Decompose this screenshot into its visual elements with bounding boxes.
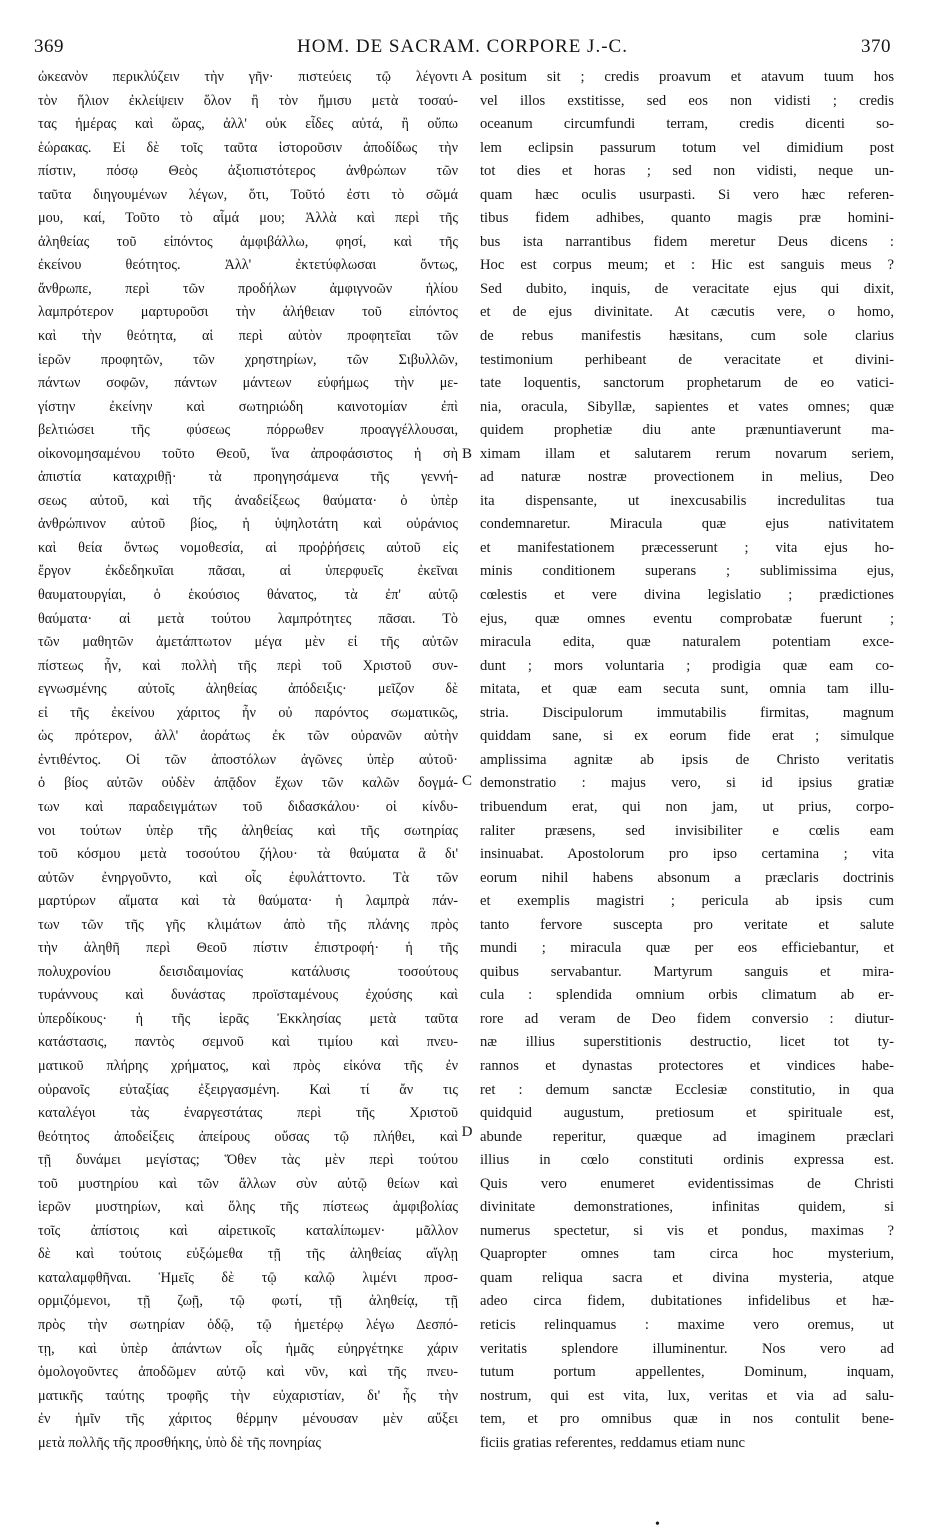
latin-text-line: tribuendum erat, qui non jam, ut prius, corpo-	[480, 798, 894, 815]
latin-text-line: tibus fidem adhibes, quanto magis præ homini-	[480, 210, 894, 227]
latin-text-line: ita dispensante, ut inexcusabilis incredulitas tua	[480, 492, 894, 509]
section-marker-b: B	[461, 446, 472, 462]
latin-text-line: tate loquentis, sanctorum prophetarum de eo vatici-	[480, 375, 894, 392]
running-title: HOM. DE SACRAM. CORPORE J.-C.	[297, 36, 628, 57]
greek-text-line: ὡς πρότερον, ἀλλ' ἀοράτως ἐκ τῶν οὐρανῶν αὐτὴν	[38, 728, 458, 745]
greek-text-line: ἀνθρώπινον αὐτοῦ βίος, ἡ ὑψηλοτάτη καὶ οὐράνιος	[38, 516, 458, 533]
latin-text-line: adeo circa fidem, dubitationes infidelibus et hæ-	[480, 1293, 894, 1310]
greek-text-line: κατάστασις, παντὸς σεμνοῦ καὶ τιμίου καὶ πνευ-	[38, 1034, 458, 1051]
latin-text-line: testimonium perhibeant de veracitate et divini-	[480, 351, 894, 368]
greek-text-line: ἔργον ἐκδεδηκυῖαι πᾶσαι, αἱ ὑπερφυεῖς ἐκεῖναι	[38, 563, 458, 580]
greek-text-line: τοῦ κόσμου μετὰ τοσούτου ζήλου· τὰ θαύματα ἃ δι'	[38, 846, 458, 863]
latin-text-line: quam hæc oculis usurpasti. Si vero hæc referen-	[480, 186, 894, 203]
page-header	[34, 36, 891, 66]
greek-text-line: οἰκονομησαμένου τοῦτο Θεοῦ, ἵνα ἀπροφάσιστος ἡ σὴ	[38, 445, 458, 462]
greek-text-line: τας ἡμέρας καὶ ὥρας, ἀλλ' οὐκ εἶδες αὐτά, ἢ οὔπω	[38, 116, 458, 133]
greek-text-line: ματικῆς ταύτης τροφῆς τὴν εὐχαριστίαν, δι' ἧς τὴν	[38, 1387, 458, 1404]
greek-text-line: ὠκεανὸν περικλύζειν τὴν γῆν· πιστεύεις τῷ λέγοντι	[38, 69, 458, 85]
latin-text-line: quidem prophetiæ diu ante prænuntiaverunt ma-	[480, 422, 894, 439]
greek-text-line: μαρτύρων αἵματα καὶ τὰ θαύματα· ἡ λαμπρὰ πάν-	[38, 893, 458, 910]
latin-text-line: næ illius superstitionis destructio, licet tot ty-	[480, 1034, 894, 1051]
latin-text-line: tanto fervore suscepta pro veritate et salute	[480, 916, 894, 933]
latin-text-line: minis conditionem superans ; sublimissima ejus,	[480, 563, 894, 580]
greek-text-line: ἐντιθέντος. Οἱ τῶν ἀποστόλων ἀγῶνες ὑπὲρ αὐτοῦ·	[38, 751, 458, 768]
greek-text-line: καταλέγοι τὰς ἐναργεστάτας περὶ τῆς Χριστοῦ	[38, 1105, 458, 1122]
latin-text-line: et de ejus divinitate. At cæcutis vere, o homo,	[480, 304, 894, 321]
greek-text-line: πίστεως ἦν, καὶ πολλὴ τῆς περὶ τοῦ Χριστοῦ συν-	[38, 657, 458, 674]
latin-text-line: condemnaretur. Miracula quæ ejus nativitatem	[480, 516, 894, 533]
greek-text-line: οὐρανοῖς εὐταξίας ἐξειργασμένη. Καὶ τί ἄν τις	[38, 1081, 458, 1098]
greek-text-line: πολυχρονίου δεισιδαιμονίας κατάλυσις τοσούτους	[38, 963, 458, 980]
latin-text-line: ret : demum sanctæ Ecclesiæ constitutio, in qua	[480, 1081, 894, 1098]
greek-text-line: αὐτῶν ἐνηργοῦντο, καὶ οἷς ἐφυλάττοντο. Τὰ τῶν	[38, 869, 458, 886]
latin-text-line: numerus spectetur, si vis et pondus, maximas ?	[480, 1222, 894, 1239]
latin-text-line: cœlestis et vere divina legislatio ; prædictiones	[480, 587, 894, 604]
latin-text-line: raliter præsens, sed invisibiliter e cœlis eam	[480, 822, 894, 839]
latin-text-line: veritatis splendore illuminentur. Nos vero ad	[480, 1340, 894, 1357]
greek-text-line: καὶ θεία ὄντως νομοθεσία, αἱ προῤῥήσεις αὐτοῦ εἰς	[38, 539, 458, 556]
latin-column	[480, 66, 894, 1455]
greek-text-line: ταῦτα διηγουμένων λέγων, ὅτι, Τοῦτό ἐστι τὸ σῶμά	[38, 186, 458, 203]
latin-text-line: et exemplis magistri ; pericula ab ipsis cum	[480, 893, 894, 910]
greek-text-line: ἐκείνου θεότητος. Ἀλλ' ἐκτετύφλωσαι ὄντως,	[38, 257, 458, 274]
section-marker-a: A	[461, 68, 473, 84]
latin-text-line: stria. Discipulorum immutabilis firmitas, magnum	[480, 704, 894, 721]
greek-text-line: καταλαμφθῆναι. Ἡμεῖς δὲ τῷ καλῷ λιμένι προσ-	[38, 1269, 458, 1286]
latin-text-line: Sed dubito, inquis, de veracitate ejus qui dixit,	[480, 280, 894, 297]
latin-text-line: positum sit ; credis proavum et atavum tuum hos	[480, 69, 894, 85]
latin-text-line: dunt ; mors voluntaria ; prodigia quæ eam co-	[480, 657, 894, 674]
greek-text-line: πρὸς τὴν σωτηρίαν ὁδῷ, τῷ ἡμετέρῳ λέγω Δεσπό-	[38, 1316, 458, 1333]
latin-text-line: eorum nihil habens absonum a præclaris doctrinis	[480, 869, 894, 886]
greek-text-line: θαύματα· αἱ μετὰ τούτου λαμπρότητες πᾶσαι. Τὸ	[38, 610, 458, 627]
greek-text-line: θεότητος ἀποδείξεις ἀπείρους οὔσας τῷ πλήθει, καὶ	[38, 1128, 458, 1145]
latin-text-line: cula : splendida omnium orbis climatum ab er-	[480, 987, 894, 1004]
footer-mark: •	[655, 1517, 660, 1532]
greek-text-line: δὲ καὶ τούτοις εὐξώμεθα τῇ τῆς ἀληθείας αἴγλῃ	[38, 1246, 458, 1263]
greek-text-line: ἄνθρωπε, περὶ τῶν προδήλων ἀμφιγνοῶν ἡλίου	[38, 280, 458, 297]
greek-text-line: εγνωσμένης αὐτοῖς ἀληθείας ἀπόδειξις· μεῖζον δὲ	[38, 681, 458, 698]
greek-text-line: λαμπρότερον μαρτυροῦσι τὴν ἀλήθειαν τοῦ εἰπόντος	[38, 304, 458, 321]
latin-text-line: tem, et pro omnibus quæ in nos contulit bene-	[480, 1411, 894, 1428]
greek-text-line: μου, καί, Τοῦτο τὸ αἷμά μου; Ἀλλὰ καὶ περὶ τῆς	[38, 210, 458, 227]
latin-text-line: mundi ; miracula quæ per eos efficiebantur, et	[480, 940, 894, 957]
greek-text-line: ἀπιστία καταχριθῇ· τὰ προηγησάμενα τῆς γεννή-	[38, 469, 458, 486]
greek-text-line: ἱερῶν μυστηρίων, καὶ ὅλης τῆς πίστεως ἀμφιβολίας	[38, 1199, 458, 1216]
latin-text-line: quidquid augustum, pretiosum et spirituale est,	[480, 1105, 894, 1122]
greek-text-line: ἑώρακας. Εἰ δὲ τοῖς ταῦτα ἱστοροῦσιν ἀποδίδως τὴν	[38, 139, 458, 156]
greek-text-line: πάντων σοφῶν, πάντων μάντεων εὐφήμως τὴν με-	[38, 375, 458, 392]
latin-text-line: bus ista narrantibus fidem meretur Deus dicens :	[480, 233, 894, 250]
greek-text-line: βελτιώσει τῆς φύσεως πόρρωθεν προαγγέλλουσαι,	[38, 422, 458, 439]
greek-text-line: ἐν ἡμῖν τῆς χάριτος θέρμην μένουσαν μὲν αὔξει	[38, 1411, 458, 1428]
latin-text-line: rannos et dynastas protectores et vindices habe-	[480, 1057, 894, 1074]
greek-text-line: τῃ, καὶ ὑπὲρ ἁπάντων οἷς ἡμᾶς εὐηργέτηκε χάριν	[38, 1340, 458, 1357]
latin-text-line: quibus servabantur. Martyrum sanguis et mira-	[480, 963, 894, 980]
latin-text-line: illius in cœlo constituti ordinis expressa est.	[480, 1152, 894, 1169]
greek-text-line: τῶν μαθητῶν ἀμετάπτωτον μέγα μὲν εἰ τῆς αὐτῶν	[38, 634, 458, 651]
latin-text-line: amplissima agnitæ ab ipsis de Christo veritatis	[480, 751, 894, 768]
latin-text-line: et manifestationem præcesserunt ; vita ejus ho-	[480, 539, 894, 556]
greek-text-line: εἰ τῆς ἐκείνου χάριτος ἦν οὐ παρόντος σωματικῶς,	[38, 704, 458, 721]
greek-text-line: θαυματουργίαι, ὁ ἑκούσιος θάνατος, τὰ ἐπ' αὐτῷ	[38, 587, 458, 604]
latin-text-line: miracula edita, quæ naturalem potentiam exce-	[480, 634, 894, 651]
section-marker-d: D	[461, 1124, 473, 1140]
latin-text-line: tutum portum appellentes, Dominum, inquam,	[480, 1364, 894, 1381]
section-marker-c: C	[461, 773, 472, 789]
latin-text-line: nostrum, qui est vita, lux, veritas et via ad salu-	[480, 1387, 894, 1404]
greek-text-line: τὸν ἥλιον ἐκλείψειν ὅλον ἢ τὸν ἥμισυ μετὰ τοσαύ-	[38, 92, 458, 109]
latin-text-line: tot dies et horas ; sed non vidisti, neque un-	[480, 163, 894, 180]
latin-text-line: de rebus manifestis hæsitans, cum sole clarius	[480, 328, 894, 345]
greek-column	[38, 66, 458, 1455]
latin-text-line: Hoc est corpus meum; et : Hic est sanguis meus ?	[480, 257, 894, 274]
greek-text-line: ἱερῶν προφητῶν, τῶν χρηστηρίων, τῶν Σιβυλλῶν,	[38, 351, 458, 368]
greek-text-line: σεως αὐτοῦ, καὶ τῆς ἀναδείξεως θαύματα· ὁ ὑπὲρ	[38, 492, 458, 509]
greek-text-line: καὶ τὴν θεότητα, αἱ περὶ αὐτὸν προφητεῖαι τῶν	[38, 328, 458, 345]
greek-text-line: νοι τούτων ὑπὲρ τῆς ἀληθείας καὶ τῆς σωτηρίας	[38, 822, 458, 839]
greek-text-line: γίστην ἐκείνην καὶ σωτηριώδη καινοτομίαν ἐπὶ	[38, 398, 458, 415]
latin-text-line: mitata, et quæ eam secuta sunt, omnia tam illu-	[480, 681, 894, 698]
greek-text-line: των καὶ παραδειγμάτων τοῦ διδασκάλου· οἱ κίνδυ-	[38, 798, 458, 815]
latin-text-line: Quapropter omnes tam circa hoc mysterium,	[480, 1246, 894, 1263]
latin-text-line: nia, oracula, Sibyllæ, sapientes et vates omnes; quæ	[480, 398, 894, 415]
latin-text-line: vel illos exstitisse, sed eos non vidisti ; credis	[480, 92, 894, 109]
greek-text-line: πίστιν, πόσῳ Θεὸς ἀξιοπιστότερος ἀνθρώπων τῶν	[38, 163, 458, 180]
greek-text-line: ἀληθείας τοῦ εἰπόντος ἀμφιβάλλω, φησί, καὶ τῆς	[38, 233, 458, 250]
latin-text-line: reticis relinquamus : maxime vero oremus, ut	[480, 1316, 894, 1333]
page-number-left: 369	[34, 36, 64, 57]
greek-text-line: τυράννους καὶ δυνάστας προϊσταμένους ἐχούσης καὶ	[38, 987, 458, 1004]
greek-text-line: τοῦ μυστηρίου καὶ τῶν ἄλλων σὺν αὐτῷ θείων καὶ	[38, 1175, 458, 1192]
latin-text-line: ximam illam et salutarem rerum novarum seriem,	[480, 445, 894, 462]
latin-text-line: ficiis gratias referentes, reddamus etiam nunc	[480, 1434, 746, 1451]
greek-text-line: μετὰ πολλῆς τῆς προσθήκης, ὑπὸ δὲ τῆς πονηρίας	[38, 1434, 321, 1451]
latin-text-line: demonstratio : majus vero, si id ipsius gratiæ	[480, 775, 894, 792]
latin-text-line: Quis vero enumeret evidentissimas de Christi	[480, 1175, 894, 1192]
latin-text-line: divinitate demonstrationes, infinitas quidem, si	[480, 1199, 894, 1216]
latin-text-line: abunde reperitur, quæque ad imaginem præclari	[480, 1128, 894, 1145]
greek-text-line: ορμιζόμενοι, τῇ ζωῇ, τῷ φωτί, τῇ ἀληθείᾳ, τῇ	[38, 1293, 458, 1310]
greek-text-line: ὑπερδίκους· ἡ τῆς ἱερᾶς Ἐκκλησίας μετὰ ταῦτα	[38, 1010, 458, 1027]
latin-text-line: rore ad veram de Deo fidem conversio : diutur-	[480, 1010, 894, 1027]
latin-text-line: insinuabat. Apostolorum pro ipso certamina ; vita	[480, 846, 894, 863]
greek-text-line: ὁ βίος αὐτῶν οὐδὲν ἀπᾷδον ἔχων τῶν καλῶν δογμά-	[38, 775, 458, 792]
greek-text-line: των τῶν τῆς γῆς κλιμάτων ἀπὸ τῆς πλάνης πρὸς	[38, 916, 458, 933]
page-number-right: 370	[861, 36, 891, 57]
greek-text-line: ὁμολογοῦντες ἀποδῶμεν αὐτῷ καὶ νῦν, καὶ τῆς πνευ-	[38, 1364, 458, 1381]
latin-text-line: oceanum circumfundi terram, credis dicenti so-	[480, 116, 894, 133]
greek-text-line: τοῖς ἀπίστοις καὶ αἱρετικοῖς καταλίπωμεν· μᾶλλον	[38, 1222, 458, 1239]
latin-text-line: quiddam sane, si ex eorum fide erat ; simulque	[480, 728, 894, 745]
greek-text-line: ματικοῦ πλήρης χρήματος, καὶ πρὸς εἰκόνα τῆς ἐν	[38, 1057, 458, 1074]
latin-text-line: ejus, quæ omnes eventu comprobatæ fuerunt ;	[480, 610, 894, 627]
latin-text-line: ad naturæ nostræ provectionem in melius, Deo	[480, 469, 894, 486]
greek-text-line: τὴν ἀληθῆ περὶ Θεοῦ πίστιν ἐπιστροφή· ἡ τῆς	[38, 940, 458, 957]
greek-text-line: τῇ δυνάμει μεγίστας; Ὅθεν τὰς μὲν περὶ τούτου	[38, 1152, 458, 1169]
latin-text-line: lem eclipsin passurum totum vel dimidium post	[480, 139, 894, 156]
latin-text-line: quam reliqua sacra et divina mysteria, atque	[480, 1269, 894, 1286]
